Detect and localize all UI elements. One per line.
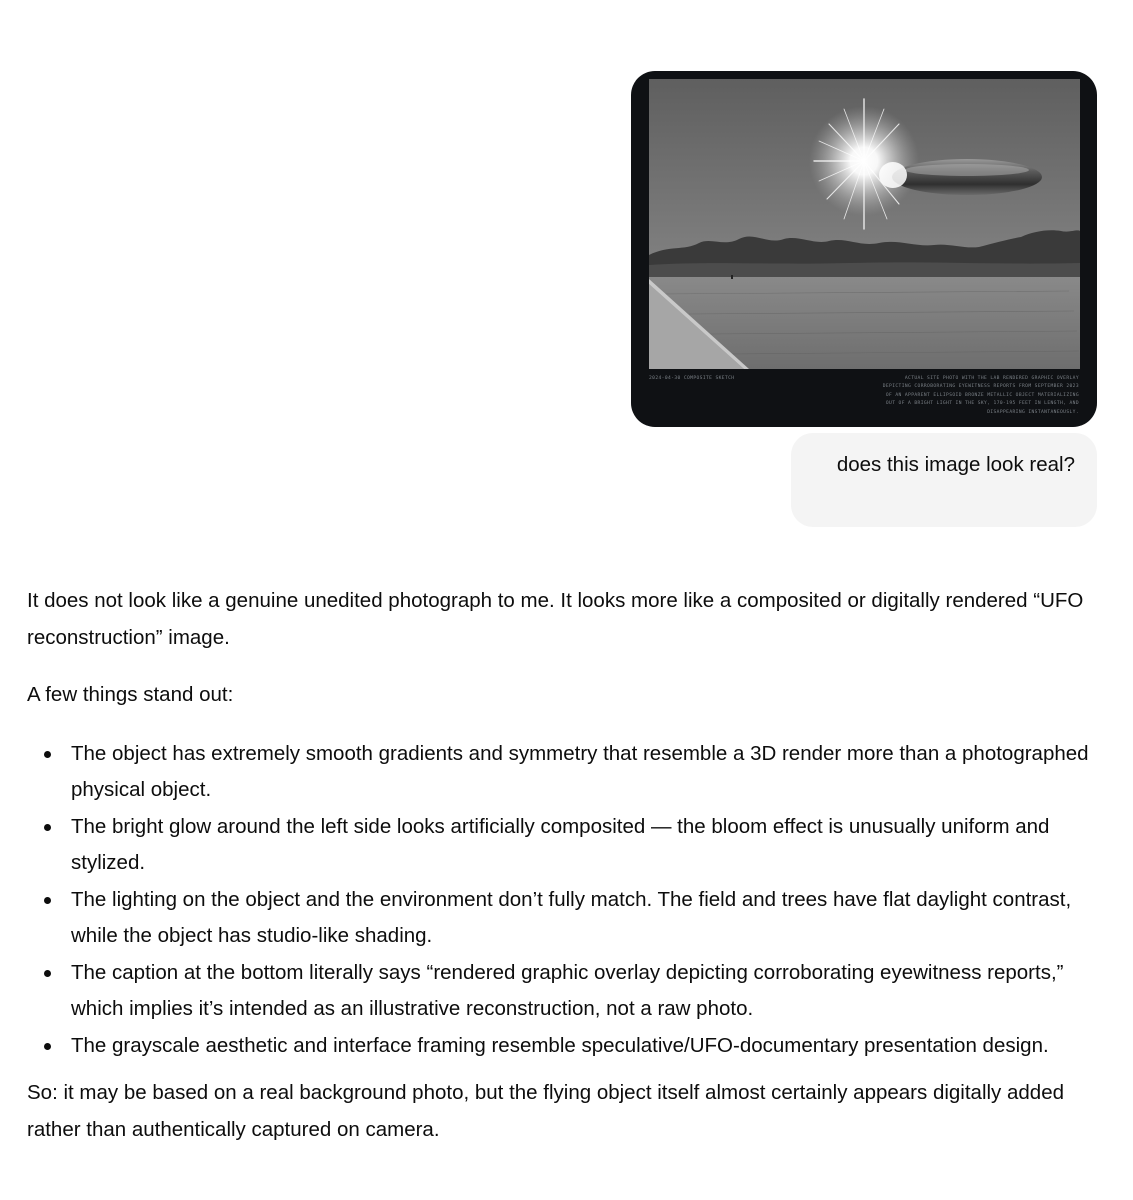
assistant-paragraph: So: it may be based on a real background photo, but the flying object itself almost certainly appears digitally added rather than authentically captured on camera.: [27, 1081, 1065, 1141]
user-message-text: does this image look real?: [836, 453, 1075, 476]
assistant-paragraph: A few things stand out:: [27, 683, 234, 706]
ufo-composite-photo: [649, 79, 1080, 369]
assistant-paragraph: It does not look like a genuine unedited photograph to me. It looks more like a composited or digitally rendered “UFO reconstruction” image.: [27, 589, 1084, 649]
image-caption-left: 2024-04-30 COMPOSITE SKETCH: [649, 376, 735, 381]
list-item: The bright glow around the left side looks artificially composited — the bloom effect is unusually uniform and stylized.: [71, 809, 1107, 882]
image-caption-right: ACTUAL SITE PHOTO WITH THE LAB RENDERED GRAPHIC OVERLAY DEPICTING CORROBORATING EYEWITNESS REPORTS FROM SEPTEMBER 2023 OF AN APPARENT ELLIPSOID BRONZE METALLIC OBJECT MATERIALIZING OUT OF A BRIGHT LIGHT IN THE SKY, 170-195 FEET IN LENGTH, AND DISAPPEARING INSTANTANEOUSLY.: [882, 376, 1079, 415]
list-item: The lighting on the object and the environment don’t fully match. The field and trees have flat daylight contrast, while the object has studio-like shading.: [71, 882, 1107, 955]
user-uploaded-image[interactable]: [631, 71, 1097, 427]
user-message-bubble: [791, 433, 1097, 527]
list-item: The caption at the bottom literally says “rendered graphic overlay depicting corroborating eyewitness reports,” which implies it’s intended as an illustrative reconstruction, not a raw photo.: [71, 955, 1107, 1028]
list-item: The object has extremely smooth gradients and symmetry that resemble a 3D render more than a photographed physical object.: [71, 736, 1107, 809]
assistant-bullet-list: [27, 736, 1107, 1065]
image-caption: [649, 375, 1079, 421]
list-item: The grayscale aesthetic and interface framing resemble speculative/UFO-documentary presentation design.: [71, 1028, 1107, 1065]
assistant-message: [27, 583, 1107, 1148]
